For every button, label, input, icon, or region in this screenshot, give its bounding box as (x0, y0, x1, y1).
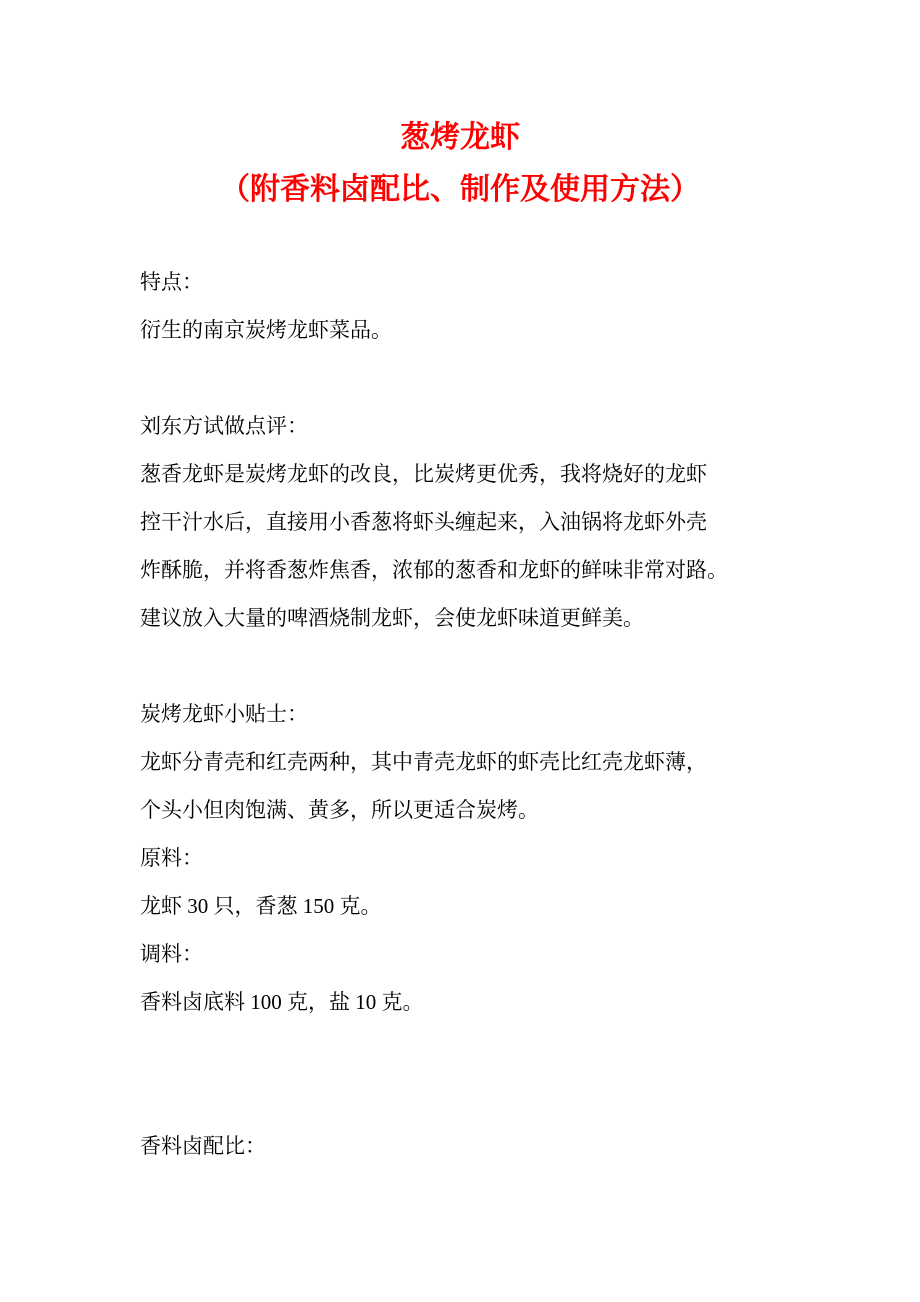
features-text-line: 衍生的南京炭烤龙虾菜品。 (140, 318, 392, 342)
review-text-line: 控干汁水后，直接用小香葱将虾头缠起来，入油锅将龙虾外壳 (140, 510, 707, 534)
tips-text-line: 龙虾分青壳和红壳两种，其中青壳龙虾的虾壳比红壳龙虾薄， (140, 750, 707, 774)
document-subtitle: （附香料卤配比、制作及使用方法） (220, 173, 700, 206)
tips-heading: 炭烤龙虾小贴士： (140, 702, 308, 726)
features-heading: 特点： (140, 270, 203, 294)
tips-text-line: 个头小但肉饱满、黄多，所以更适合炭烤。 (140, 798, 539, 822)
ingredients-heading: 原料： (140, 846, 203, 870)
review-text-line: 炸酥脆，并将香葱炸焦香，浓郁的葱香和龙虾的鲜味非常对路。 (140, 558, 728, 582)
seasoning-text-line: 香料卤底料 100 克，盐 10 克。 (140, 990, 424, 1014)
ingredients-text-line: 龙虾 30 只，香葱 150 克。 (140, 894, 382, 918)
review-text-line: 建议放入大量的啤酒烧制龙虾，会使龙虾味道更鲜美。 (140, 606, 644, 630)
document-title: 葱烤龙虾 (400, 121, 520, 154)
seasoning-heading: 调料： (140, 942, 203, 966)
document-title-block (0, 112, 920, 216)
review-heading: 刘东方试做点评： (140, 414, 308, 438)
review-text-line: 葱香龙虾是炭烤龙虾的改良，比炭烤更优秀，我将烧好的龙虾 (140, 462, 707, 486)
spice-ratio-heading: 香料卤配比： (140, 1134, 266, 1158)
